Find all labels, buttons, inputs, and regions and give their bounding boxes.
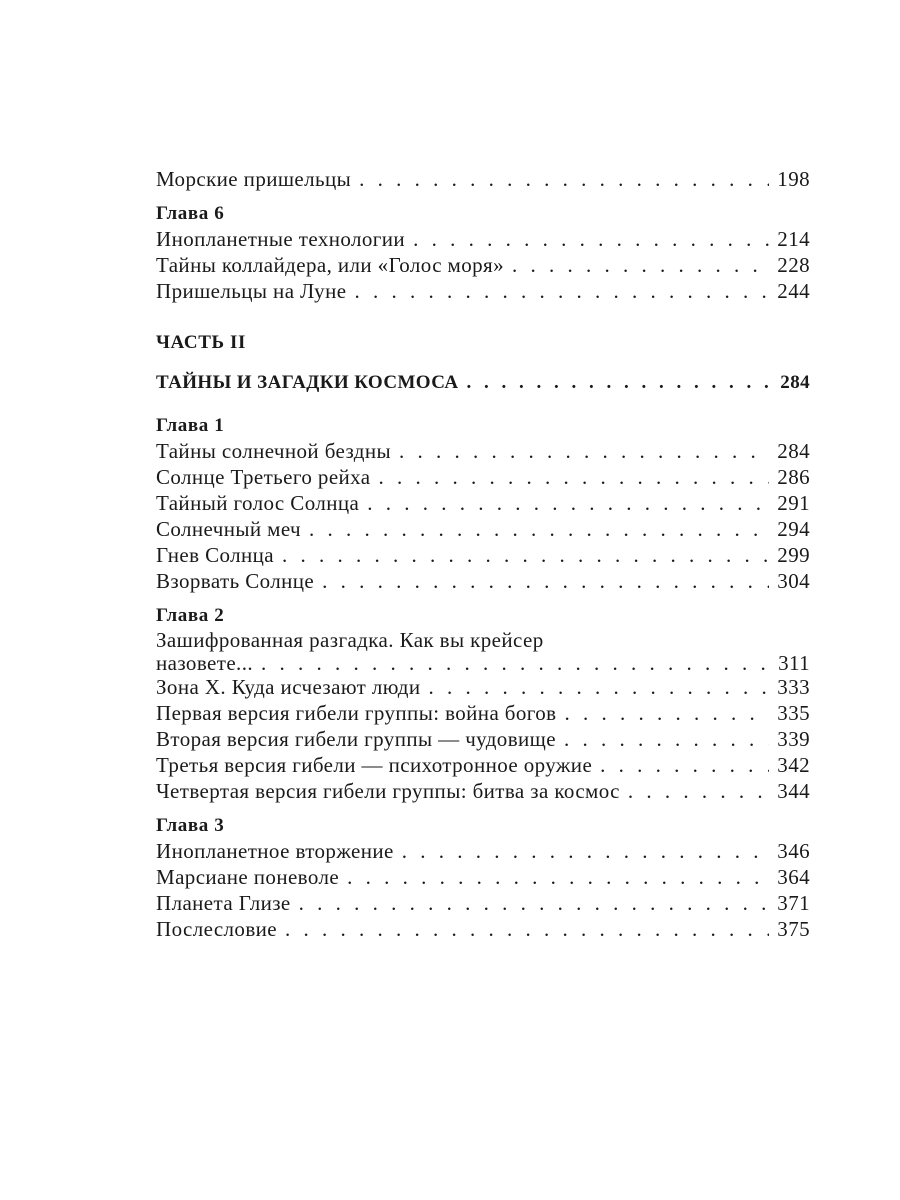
toc-entry-page: 311 (778, 651, 810, 675)
dot-leader (413, 226, 769, 252)
toc-entry-page: 333 (777, 675, 810, 699)
toc-entry[interactable] (156, 438, 810, 464)
toc-entry-title: Инопланетное вторжение (156, 839, 394, 863)
dot-leader (402, 838, 770, 864)
toc-entry-title: Планета Глизе (156, 891, 291, 915)
chapter-heading: Глава 6 (156, 203, 225, 224)
toc-entry-page: 342 (777, 753, 810, 777)
chapter-heading: Глава 3 (156, 815, 225, 836)
toc-entry[interactable] (156, 278, 810, 304)
toc-entry[interactable] (156, 700, 810, 726)
toc-entry-page: 364 (777, 865, 810, 889)
toc-entry-page: 371 (777, 891, 810, 915)
toc-entry-title: Гнев Солнца (156, 543, 274, 567)
toc-entry-page: 228 (777, 253, 810, 277)
toc-entry[interactable] (156, 726, 810, 752)
chapter-heading: Глава 2 (156, 605, 225, 626)
toc-entry-title-line2: назовете... (156, 651, 253, 675)
toc-entry-page: 214 (777, 227, 810, 251)
dot-leader (467, 370, 773, 396)
toc-entry-page: 291 (777, 491, 810, 515)
dot-leader (565, 700, 770, 726)
toc-entry[interactable] (156, 464, 810, 490)
toc-entry[interactable] (156, 166, 810, 192)
dot-leader (299, 890, 770, 916)
toc-entry[interactable] (156, 890, 810, 916)
toc-entry-title: Морские пришельцы (156, 167, 352, 191)
toc-entry-title: Зона Х. Куда исчезают люди (156, 675, 421, 699)
dot-leader (628, 778, 769, 804)
toc-entry-title: Первая версия гибели группы: война богов (156, 701, 557, 725)
dot-leader (429, 674, 770, 700)
toc-entry-title: Послесловие (156, 917, 278, 941)
dot-leader (322, 568, 769, 594)
dot-leader (261, 652, 770, 674)
toc-entry-page: 284 (777, 439, 810, 463)
dot-leader (354, 278, 769, 304)
table-of-contents (156, 166, 810, 942)
part-title-entry[interactable] (156, 370, 810, 396)
toc-entry[interactable] (156, 516, 810, 542)
toc-entry-page: 198 (777, 167, 810, 191)
dot-leader (379, 464, 770, 490)
toc-entry[interactable] (156, 778, 810, 804)
toc-entry-title: Марсиане поневоле (156, 865, 340, 889)
toc-entry-title: Взорвать Солнце (156, 569, 315, 593)
toc-entry[interactable] (156, 752, 810, 778)
dot-leader (564, 726, 769, 752)
toc-entry-title: Четвертая версия гибели группы: битва за космос (156, 779, 620, 803)
toc-entry-page: 335 (777, 701, 810, 725)
part-page: 284 (780, 372, 810, 393)
dot-leader (359, 166, 769, 192)
toc-entry-page: 294 (777, 517, 810, 541)
toc-entry-multiline[interactable] (156, 628, 810, 674)
toc-entry-title: Пришельцы на Луне (156, 279, 347, 303)
part-label: ЧАСТЬ II (156, 332, 247, 353)
toc-entry-title: Тайный голос Солнца (156, 491, 360, 515)
dot-leader (282, 542, 769, 568)
toc-entry-page: 339 (777, 727, 810, 751)
toc-entry-title: Третья версия гибели — психотронное оружие (156, 753, 593, 777)
toc-entry-title: Инопланетные технологии (156, 227, 406, 251)
toc-entry[interactable] (156, 864, 810, 890)
toc-entry[interactable] (156, 490, 810, 516)
toc-entry-title: Вторая версия гибели группы — чудовище (156, 727, 556, 751)
toc-entry-page: 286 (777, 465, 810, 489)
toc-entry-page: 344 (777, 779, 810, 803)
toc-entry[interactable] (156, 838, 810, 864)
dot-leader (512, 252, 769, 278)
dot-leader (399, 438, 769, 464)
toc-entry[interactable] (156, 568, 810, 594)
toc-entry[interactable] (156, 252, 810, 278)
toc-entry[interactable] (156, 916, 810, 942)
toc-entry-page: 346 (777, 839, 810, 863)
toc-entry-title-line1: Зашифрованная разгадка. Как вы крейсер (156, 628, 544, 652)
chapter-heading: Глава 1 (156, 415, 225, 436)
toc-entry-title: Тайны солнечной бездны (156, 439, 392, 463)
dot-leader (309, 516, 769, 542)
toc-entry-page: 244 (777, 279, 810, 303)
part-title: ТАЙНЫ И ЗАГАДКИ КОСМОСА (156, 372, 459, 393)
dot-leader (600, 752, 769, 778)
toc-entry-title: Солнечный меч (156, 517, 301, 541)
toc-entry-page: 299 (777, 543, 810, 567)
toc-entry-title: Солнце Третьего рейха (156, 465, 371, 489)
toc-entry-page: 304 (777, 569, 810, 593)
dot-leader (347, 864, 769, 890)
toc-entry[interactable] (156, 226, 810, 252)
toc-entry-title: Тайны коллайдера, или «Голос моря» (156, 253, 505, 277)
toc-entry[interactable] (156, 542, 810, 568)
dot-leader (367, 490, 769, 516)
toc-entry-page: 375 (777, 917, 810, 941)
dot-leader (285, 916, 769, 942)
toc-entry[interactable] (156, 674, 810, 700)
